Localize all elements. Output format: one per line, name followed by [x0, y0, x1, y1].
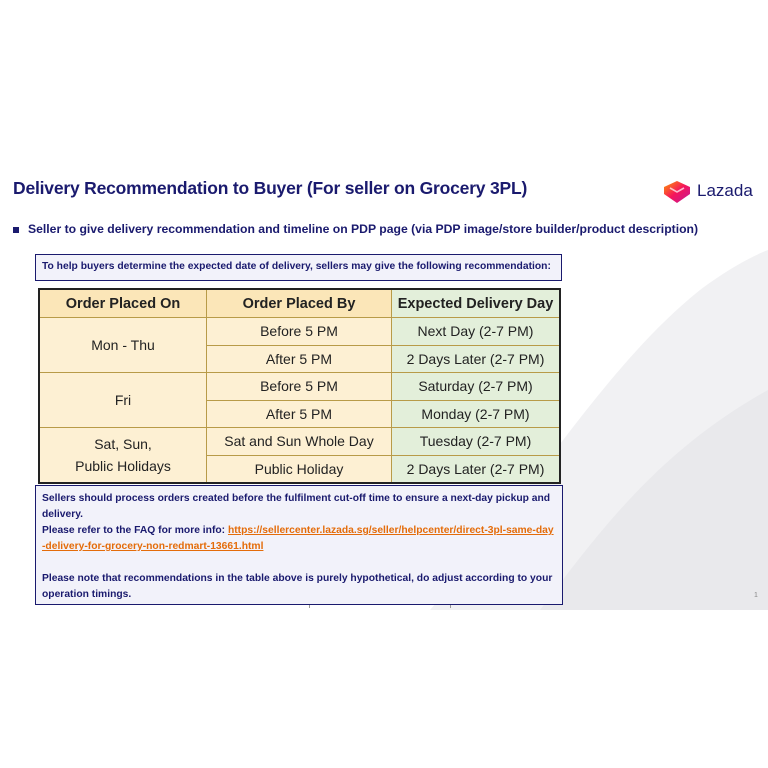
lazada-logo — [662, 176, 753, 206]
cell-expected: 2 Days Later (2-7 PM) — [392, 345, 561, 373]
logo-text: Lazada — [697, 181, 753, 200]
table-header-row — [39, 289, 560, 318]
header-order-placed-by: Order Placed By — [207, 289, 392, 318]
cell-day-fri: Fri — [39, 373, 207, 428]
table-row — [39, 428, 560, 456]
page-number: 1 — [754, 592, 758, 599]
cell-expected: Tuesday (2-7 PM) — [392, 428, 561, 456]
cell-placed-by: Before 5 PM — [207, 373, 392, 401]
cell-placed-by: Before 5 PM — [207, 318, 392, 346]
cell-expected: Next Day (2-7 PM) — [392, 318, 561, 346]
table-row — [39, 318, 560, 346]
note-faq-prefix: Please refer to the FAQ for more info: — [42, 525, 228, 536]
cell-day-weekend — [39, 428, 207, 484]
cell-placed-by: After 5 PM — [207, 345, 392, 373]
bullet-text: Seller to give delivery recommendation and timeline on PDP page (via PDP image/store builder/product description) — [28, 222, 699, 236]
note-cutoff: Sellers should process orders created before the fulfilment cut-off time to ensure a next-day pickup and delivery. — [42, 493, 551, 520]
divider-tick — [450, 605, 451, 608]
delivery-schedule-table — [38, 288, 561, 484]
note-faq — [42, 523, 555, 555]
cell-expected: Saturday (2-7 PM) — [392, 373, 561, 401]
header-order-placed-on: Order Placed On — [39, 289, 207, 318]
cell-placed-by: Sat and Sun Whole Day — [207, 428, 392, 456]
cell-expected: 2 Days Later (2-7 PM) — [392, 455, 561, 483]
square-bullet-icon — [13, 227, 19, 233]
note-hypothetical: Please note that recommendations in the table above is purely hypothetical, do adjust according to your operation timings. — [42, 573, 553, 600]
divider-tick — [309, 605, 310, 608]
intro-box: To help buyers determine the expected date of delivery, sellers may give the following recommendation: — [35, 254, 562, 281]
cell-day-line1: Sat, Sun, — [94, 436, 152, 452]
bullet-point — [13, 222, 698, 236]
cell-expected: Monday (2-7 PM) — [392, 400, 561, 428]
slide — [0, 150, 768, 610]
cell-placed-by: Public Holiday — [207, 455, 392, 483]
faq-link[interactable]: https://sellercenter.lazada.sg/seller/helpcenter/direct-3pl-same-day-delivery-for-grocery-non-redmart-13661.html — [42, 525, 554, 552]
lazada-heart-logo-icon — [662, 177, 692, 205]
notes-box — [35, 485, 563, 605]
cell-day-mon-thu: Mon - Thu — [39, 318, 207, 373]
header-expected-delivery: Expected Delivery Day — [392, 289, 561, 318]
table-row — [39, 373, 560, 401]
cell-day-line2: Public Holidays — [75, 458, 171, 474]
slide-title: Delivery Recommendation to Buyer (For seller on Grocery 3PL) — [13, 178, 528, 198]
cell-placed-by: After 5 PM — [207, 400, 392, 428]
